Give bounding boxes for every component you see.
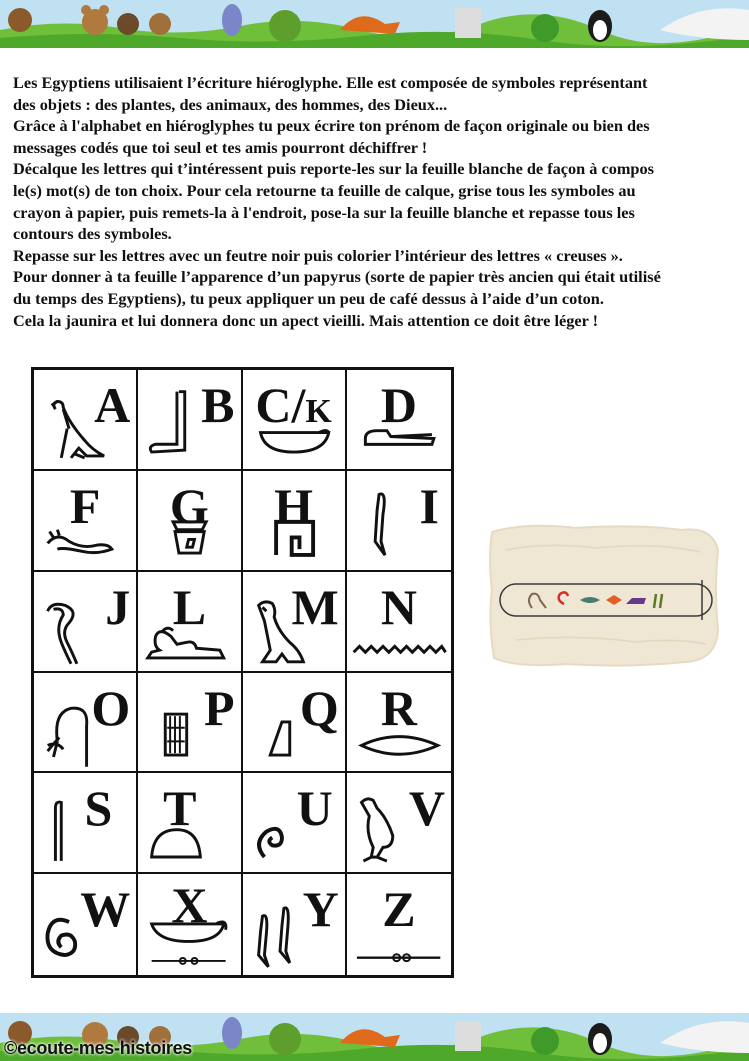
instruction-line: Décalque les lettres qui t’intéressent puis reporte-les sur la feuille blanche de façon à compos (13, 159, 654, 179)
instruction-line: crayon à papier, puis remets-la à l'endroit, pose-la sur la feuille blanche et repasse tous les (13, 202, 635, 222)
instructions-text (13, 72, 749, 331)
alphabet-letter: J (105, 578, 131, 635)
alphabet-cell (138, 572, 242, 673)
alphabet-letter: Z (382, 881, 416, 938)
alphabet-cell (34, 471, 138, 572)
alphabet-letter: C/K (255, 377, 332, 433)
instruction-line: messages codés que toi seul et tes amis pourront déchiffrer ! (13, 137, 428, 157)
alphabet-letter: A (94, 377, 131, 433)
papyrus-cartouche-example-icon (486, 520, 720, 670)
instruction-line: Les Egyptiens utilisaient l’écriture hiéroglyphe. Elle est composée de symboles représentant (13, 73, 648, 92)
alphabet-cell (34, 673, 138, 774)
alphabet-letter: M (291, 578, 339, 635)
instruction-line: Grâce à l'alphabet en hiéroglyphes tu peux écrire ton prénom de façon originale ou bien des (13, 116, 650, 136)
alphabet-letter: N (380, 578, 417, 635)
alphabet-letter: F (69, 477, 101, 534)
alphabet-cell (138, 874, 242, 975)
instruction-line: Repasse sur les lettres avec un feutre noir puis colorier l’intérieur des lettres « creuses ». (13, 245, 623, 265)
alphabet-cell (243, 572, 347, 673)
alphabet-cell (34, 874, 138, 975)
instruction-line: du temps des Egyptiens), tu peux appliquer un peu de café dessus à l’aide d’un coton. (13, 288, 604, 308)
alphabet-cell (347, 471, 451, 572)
alphabet-letter: D (380, 377, 417, 433)
instruction-line: le(s) mot(s) de ton choix. Pour cela retourne ta feuille de calque, grise tous les symboles au (13, 180, 636, 200)
header-banner (0, 0, 749, 48)
alphabet-cell (243, 874, 347, 975)
alphabet-cell (243, 471, 347, 572)
alphabet-cell (243, 673, 347, 774)
alphabet-cell (243, 370, 347, 471)
alphabet-cell (347, 673, 451, 774)
alphabet-cell (347, 773, 451, 874)
alphabet-letter: G (169, 477, 209, 534)
alphabet-letter: Q (299, 679, 339, 736)
alphabet-letter: Y (302, 881, 339, 938)
alphabet-letter: U (296, 780, 333, 837)
alphabet-cell (34, 773, 138, 874)
footer-banner (0, 1013, 749, 1061)
alphabet-letter: O (91, 679, 131, 736)
alphabet-letter: V (408, 780, 445, 837)
alphabet-cell (34, 370, 138, 471)
site-credit: ©ecoute-mes-histoires (4, 1038, 193, 1058)
alphabet-cell (138, 773, 242, 874)
alphabet-letter: T (163, 780, 197, 837)
alphabet-cell (243, 773, 347, 874)
alphabet-cell (347, 874, 451, 975)
alphabet-letter: B (201, 377, 235, 433)
alphabet-letter: P (203, 679, 235, 736)
alphabet-letter: L (172, 578, 207, 635)
alphabet-cell (347, 572, 451, 673)
alphabet-letter: I (419, 477, 439, 534)
alphabet-letter: W (80, 881, 131, 938)
instruction-line: Pour donner à ta feuille l’apparence d’un papyrus (sorte de papier très ancien qui était utilisé (13, 267, 661, 287)
alphabet-letter: H (274, 477, 314, 534)
alphabet-cell (347, 370, 451, 471)
hieroglyph-alphabet-grid (31, 367, 454, 978)
alphabet-letter: R (380, 679, 417, 736)
instruction-line: contours des symboles. (13, 224, 172, 244)
alphabet-letter: X (171, 877, 208, 934)
alphabet-letter: S (84, 780, 113, 837)
alphabet-cell (138, 471, 242, 572)
alphabet-cell (138, 370, 242, 471)
alphabet-cell (34, 572, 138, 673)
instruction-line: Cela la jaunira et lui donnera donc un apect vieilli. Mais attention ce doit être léger ! (13, 310, 599, 330)
animals-illustration-icon (0, 0, 749, 48)
instruction-line: des objets : des plantes, des animaux, des hommes, des Dieux... (13, 94, 448, 114)
alphabet-cell (138, 673, 242, 774)
